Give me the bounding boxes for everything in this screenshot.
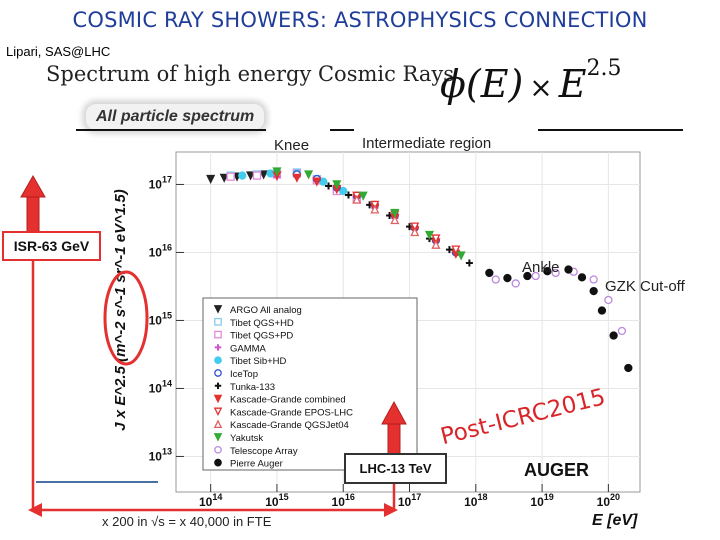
formula-phi: ϕ(E): [440, 62, 524, 106]
legend-entry: Tibet QGS+HD: [230, 317, 294, 329]
isr-63-gev-box: ISR-63 GeV: [2, 231, 101, 261]
data-point: [227, 173, 234, 180]
data-point: [239, 172, 246, 179]
legend-entry: IceTop: [230, 369, 258, 380]
legend-marker: [215, 319, 221, 325]
legend-marker: [215, 370, 221, 376]
all-particle-label: All particle spectrum: [86, 104, 264, 130]
legend-entry: GAMMA: [230, 343, 266, 355]
legend-entry: ARGO All analog: [230, 305, 302, 316]
legend-entry: Yakutsk: [230, 433, 264, 444]
x-tick-label: $10^{14}$: [198, 492, 223, 509]
formula-base: E: [558, 62, 587, 106]
author-name: Lipari,: [6, 44, 42, 59]
legend-marker: [215, 459, 221, 465]
data-point: [618, 327, 625, 334]
y-tick-label: $10^{16}$: [148, 242, 172, 260]
data-point: [504, 275, 511, 282]
isr-arrowhead: [21, 176, 45, 197]
formula-exponent: 2.5: [586, 56, 622, 81]
ankle-label: Ankle: [522, 259, 560, 276]
knee-label: Knee: [274, 137, 310, 154]
legend-entry: Kascade-Grande EPOS-LHC: [230, 407, 354, 419]
isr-arrow: [21, 176, 45, 235]
y-tick-label: $10^{15}$: [148, 310, 172, 328]
lhc-13-tev-box: LHC-13 TeV: [344, 453, 447, 484]
y-axis-label: J x E^2.5 (m^-2 s^-1 sr^-1 eV^1.5): [112, 189, 129, 431]
legend-entry: Tibet QGS+PD: [230, 330, 294, 342]
x-tick-label: $10^{20}$: [596, 492, 621, 509]
legend-entry: Tunka-133: [230, 381, 276, 393]
gap-arrow-left: [28, 503, 42, 517]
data-point: [590, 288, 597, 295]
x-tick-label: $10^{17}$: [397, 492, 422, 509]
spectrum-title: Spectrum of high energy Cosmic Rays: [46, 62, 454, 86]
legend-entry: Pierre Auger: [230, 458, 283, 470]
legend-entry: Tibet Sib+HD: [230, 356, 287, 368]
gap-arrow-right: [384, 503, 398, 517]
post-icrc2015-stamp: Post-ICRC2015: [438, 384, 608, 451]
legend-entry: Kascade-Grande QGSJet04: [230, 420, 349, 432]
intermediate-region-label: Intermediate region: [362, 135, 492, 152]
legend-entry: Telescope Array: [230, 445, 298, 457]
legend-marker: [215, 331, 221, 337]
y-tick-label: $10^{14}$: [148, 378, 172, 396]
legend-marker: [215, 447, 221, 453]
energy-gain-note: x 200 in √s = x 40,000 in FTE: [102, 514, 272, 529]
data-point: [565, 266, 572, 273]
x-tick-label: $10^{15}$: [265, 492, 289, 509]
auger-label: AUGER: [524, 460, 590, 480]
data-point: [486, 269, 493, 276]
x-tick-label: $10^{18}$: [464, 492, 488, 509]
data-point: [625, 364, 632, 371]
data-point: [598, 307, 605, 314]
data-point: [605, 296, 612, 303]
y-tick-label: $10^{17}$: [148, 174, 172, 192]
author-venue: SAS@LHC: [45, 44, 111, 59]
x-tick-label: $10^{19}$: [530, 492, 554, 509]
data-point: [578, 274, 585, 281]
data-point: [253, 172, 260, 179]
legend-entry: Kascade-Grande combined: [230, 394, 346, 406]
data-point: [492, 276, 499, 283]
y-tick-label: $10^{13}$: [148, 446, 172, 464]
slide-title: COSMIC RAY SHOWERS: ASTROPHYSICS CONNECTION: [72, 8, 648, 32]
lhc-arrow-shaft: [388, 424, 400, 454]
formula-times: ×: [529, 71, 553, 104]
x-axis-label: E [eV]: [592, 512, 638, 529]
gzk-cutoff-label: GZK Cut-off: [605, 278, 685, 295]
data-point: [512, 280, 519, 287]
x-tick-label: $10^{16}$: [331, 492, 355, 509]
legend-marker: [215, 357, 221, 363]
data-point: [590, 276, 597, 283]
data-point: [610, 332, 617, 339]
isr-arrow-shaft: [27, 197, 39, 235]
data-point: [267, 170, 274, 177]
